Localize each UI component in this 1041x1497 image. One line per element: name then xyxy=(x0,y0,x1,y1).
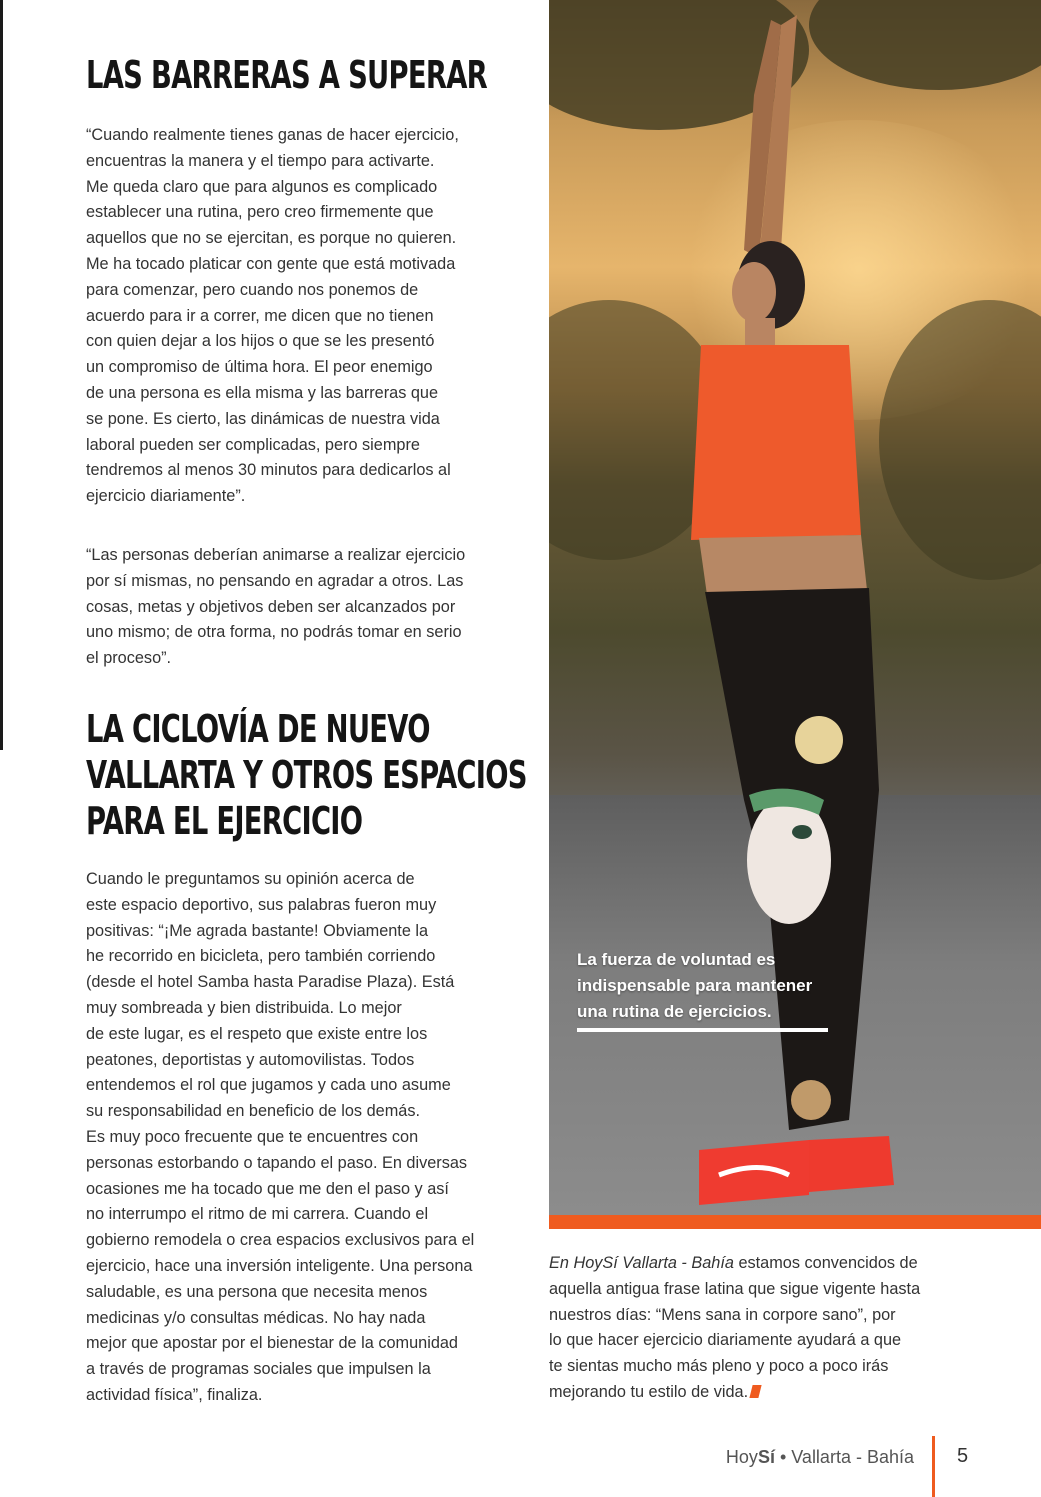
paragraph-line: saludable, es una persona que necesita menos xyxy=(86,1282,428,1301)
paragraph-line: actividad física”, finaliza. xyxy=(86,1385,263,1404)
caption-line: indispensable para mantener xyxy=(577,976,813,995)
section-heading-barreras xyxy=(86,52,488,98)
paragraph-line: este espacio deportivo, sus palabras fueron muy xyxy=(86,895,437,914)
paragraph-line: su responsabilidad en beneficio de los demás. xyxy=(86,1102,420,1121)
paragraph-line: (desde el hotel Samba hasta Paradise Plaza). Está xyxy=(86,973,455,992)
closing-line-text: mejorando tu estilo de vida. xyxy=(549,1382,749,1401)
paragraph-line: se pone. Es cierto, las dinámicas de nuestra vida xyxy=(86,409,440,428)
paragraph-line: personas estorbando o tapando el paso. En diversas xyxy=(86,1153,468,1172)
footer-publication-name xyxy=(726,1447,914,1468)
paragraph-line: positivas: “¡Me agrada bastante! Obviamente la xyxy=(86,921,429,940)
paragraph-line: encuentras la manera y el tiempo para activarte. xyxy=(86,151,435,170)
closing-line xyxy=(549,1328,969,1354)
paragraph-line: uno mismo; de otra forma, no podrás tomar en serio xyxy=(86,623,462,642)
footer-brand-bold: Sí xyxy=(757,1447,775,1467)
caption-line: una rutina de ejercicios. xyxy=(577,1002,772,1021)
paragraph-line: ocasiones me ha tocado que me den el paso y así xyxy=(86,1179,449,1198)
paragraph-line: medicinas y/o consultas médicas. No hay nada xyxy=(86,1308,426,1327)
paragraph-line: mejor que apostar por el bienestar de la comunidad xyxy=(86,1334,458,1353)
photo-caption xyxy=(577,947,812,1025)
section-heading-ciclovia xyxy=(86,706,527,844)
closing-line xyxy=(549,1277,969,1303)
paragraph-line: ejercicio, hace una inversión inteligente. Una persona xyxy=(86,1256,473,1275)
quote-paragraph-2 xyxy=(86,543,516,672)
paragraph-line: aquellos que no se ejercitan, es porque no quieren. xyxy=(86,229,457,248)
closing-line-text: te sientas mucho más pleno y poco a poco irás xyxy=(549,1357,889,1376)
closing-paragraph xyxy=(549,1251,969,1406)
paragraph-line: de este lugar, es el respeto que existe entre los xyxy=(86,1024,428,1043)
runner-photo xyxy=(549,0,1041,1215)
paragraph-line: con quien dejar a los hijos o que se les presentó xyxy=(86,332,435,351)
paragraph-line: “Cuando realmente tienes ganas de hacer ejercicio, xyxy=(86,126,459,144)
photo-accent-bar xyxy=(549,1215,1041,1229)
heading-line: VALLARTA Y OTROS ESPACIOS xyxy=(86,753,527,797)
paragraph-line: “Las personas deberían animarse a realizar ejercicio xyxy=(86,546,466,564)
closing-line xyxy=(549,1354,969,1380)
paragraph-line: peatones, deportistas y automovilistas. Todos xyxy=(86,1050,415,1069)
closing-first-line xyxy=(549,1251,969,1277)
runner-figure-illustration xyxy=(549,0,1041,1215)
paragraph-line: establecer una rutina, pero creo firmemente que xyxy=(86,203,434,222)
quote-paragraph-1 xyxy=(86,123,516,510)
paragraph-line: Es muy poco frecuente que te encuentres con xyxy=(86,1127,419,1146)
paragraph-line: he recorrido en bicicleta, pero también corriendo xyxy=(86,947,436,966)
closing-line-text: lo que hacer ejercicio diariamente ayudará a que xyxy=(549,1331,902,1350)
paragraph-line: cosas, metas y objetivos deben ser alcanzados por xyxy=(86,597,456,616)
brand-mention: En HoySí Vallarta - Bahía xyxy=(549,1254,734,1272)
closing-line xyxy=(549,1303,969,1329)
paragraph-line: muy sombreada y bien distribuida. Lo mejor xyxy=(86,998,402,1017)
heading-text: LAS BARRERAS A SUPERAR xyxy=(86,53,488,97)
paragraph-line: ejercicio diariamente”. xyxy=(86,487,246,506)
closing-line xyxy=(549,1380,969,1406)
heading-line: PARA EL EJERCICIO xyxy=(86,799,363,843)
closing-first-line-rest: estamos convencidos de xyxy=(733,1254,918,1272)
paragraph-line: Me queda claro que para algunos es complicado xyxy=(86,177,438,196)
paragraph-line: gobierno remodela o crea espacios exclusivos para el xyxy=(86,1231,475,1250)
paragraph-line: para comenzar, pero cuando nos ponemos de xyxy=(86,280,419,299)
closing-line-text: nuestros días: “Mens sana in corpore sano”, por xyxy=(549,1305,896,1324)
paragraph-line: el proceso”. xyxy=(86,649,172,668)
page-number: 5 xyxy=(957,1445,969,1467)
page-edge-strip xyxy=(0,0,3,750)
paragraph-line: Cuando le preguntamos su opinión acerca de xyxy=(86,870,415,888)
paragraph-line: entendemos el rol que jugamos y cada uno asume xyxy=(86,1076,451,1095)
paragraph-line: no interrumpo el ritmo de mi carrera. Cuando el xyxy=(86,1205,429,1224)
paragraph-line: por sí mismas, no pensando en agradar a otros. Las xyxy=(86,571,464,590)
end-of-article-mark-icon xyxy=(750,1385,762,1398)
footer-divider xyxy=(932,1436,935,1497)
ciclovia-paragraph xyxy=(86,867,516,1409)
paragraph-line: a través de programas sociales que impulsen la xyxy=(86,1360,431,1379)
paragraph-line: Me ha tocado platicar con gente que está motivada xyxy=(86,254,456,273)
paragraph-line: acuerdo para ir a correr, me dicen que no tienen xyxy=(86,306,434,325)
footer-brand-prefix: Hoy xyxy=(725,1447,758,1467)
paragraph-line: un compromiso de última hora. El peor enemigo xyxy=(86,358,433,377)
closing-line-text: aquella antigua frase latina que sigue vigente hasta xyxy=(549,1279,921,1298)
footer-brand-suffix: • Vallarta - Bahía xyxy=(774,1447,914,1467)
caption-line: La fuerza de voluntad es xyxy=(577,950,776,969)
paragraph-line: laboral pueden ser complicadas, pero siempre xyxy=(86,435,420,454)
caption-underline xyxy=(577,1028,828,1032)
heading-line: LA CICLOVÍA DE NUEVO xyxy=(86,707,430,751)
paragraph-line: tendremos al menos 30 minutos para dedicarlos al xyxy=(86,461,451,480)
paragraph-line: de una persona es ella misma y las barreras que xyxy=(86,383,439,402)
